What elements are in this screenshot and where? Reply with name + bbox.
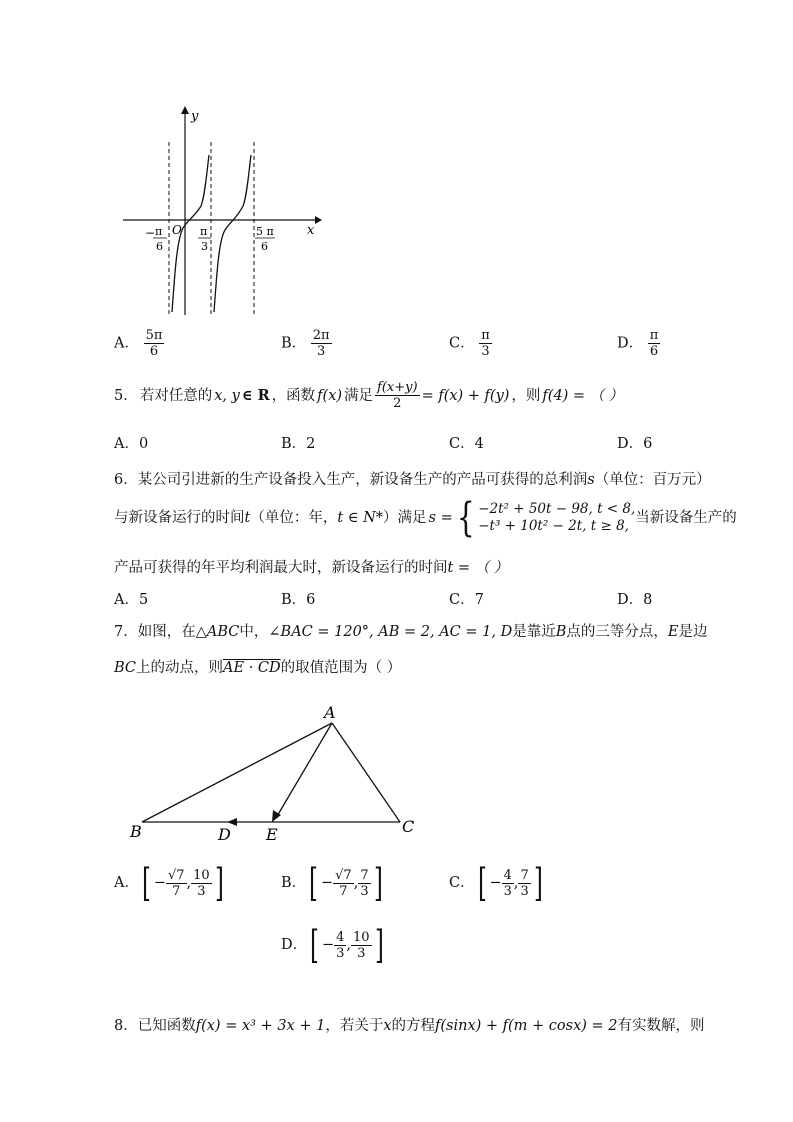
right-bracket-icon: ] [373, 861, 383, 905]
num: 4 [336, 929, 345, 945]
num: π [481, 328, 490, 343]
interval [475, 861, 546, 905]
num: 2π [312, 328, 330, 343]
q7-option-a[interactable] [114, 861, 227, 905]
den: 3 [503, 883, 512, 899]
lo-sign: − [153, 875, 166, 891]
q7-line1-tri: △ABC [195, 624, 240, 640]
q6-line2-c: ）满足 [383, 510, 427, 526]
q5-option-b[interactable] [281, 434, 315, 454]
point-b-label: B [130, 822, 142, 841]
lo-sign: − [320, 875, 334, 891]
right-bracket-icon: ] [374, 923, 384, 967]
letter: D． [617, 436, 644, 452]
letter: B． [281, 875, 307, 891]
q7-option-d[interactable] [281, 923, 386, 967]
lo-sign: − [321, 937, 335, 953]
tick-pi3-den: 3 [201, 240, 208, 253]
q7-option-c[interactable] [449, 861, 546, 905]
den: 3 [481, 344, 490, 359]
q8-func: f(x) = x³ + 3x + 1 [195, 1018, 326, 1034]
q5-text-d: ，则 [511, 387, 541, 404]
num: 10 [193, 867, 210, 883]
q6-line3-text: 产品可获得的年平均利润最大时，新设备运行的时间 [114, 560, 448, 576]
den: 3 [520, 883, 529, 899]
q7-line2 [114, 658, 401, 678]
q7-option-b[interactable] [281, 861, 385, 905]
lo-frac [166, 868, 187, 899]
tick-5pi6-num: 5 π [256, 225, 274, 238]
q7-line1-b: 中， [239, 624, 269, 640]
q5-in-r: ∈ R [241, 386, 270, 404]
left-bracket-icon: [ [141, 861, 151, 905]
q6-line1-text: 6．某公司引进新的生产设备投入生产，新设备生产的产品可获得的总利润 [114, 472, 588, 488]
den: 7 [339, 883, 348, 899]
letter: D． [617, 592, 644, 608]
point-d-label: D [218, 825, 231, 844]
y-axis-arrow [181, 106, 189, 114]
side-ac [332, 723, 400, 822]
q6-line2-tail: 当新设备生产的 [635, 510, 737, 526]
q4-option-a-frac [144, 328, 165, 359]
left-brace-icon: { [456, 495, 475, 541]
q6-line2-b: （单位：年， [250, 510, 338, 526]
left-bracket-icon: [ [309, 861, 319, 905]
q5-ask: f(4) = （ ） [542, 387, 624, 404]
q6-case-2: −t³ + 10t² − 2t, t ≥ 8, [478, 518, 629, 534]
value: 4 [474, 436, 484, 452]
q7-line2-a: 上的动点，则 [136, 660, 224, 676]
x-axis-label: x [307, 223, 315, 238]
lo-frac [334, 930, 346, 961]
den: 3 [336, 945, 345, 961]
q5-rhs: = f(x) + f(y) [421, 387, 510, 404]
q6-option-a[interactable] [114, 590, 148, 610]
y-axis-label: y [191, 109, 199, 124]
value: 6 [643, 436, 653, 452]
q5-vars: x, y [214, 387, 240, 404]
interval [307, 923, 386, 967]
q4-option-d-frac [648, 328, 661, 359]
left-bracket-icon: [ [310, 923, 320, 967]
value: 0 [138, 436, 149, 452]
q5-number: 5． [114, 387, 138, 404]
x-axis-arrow [315, 216, 322, 224]
den: 6 [149, 344, 159, 359]
hi-frac [518, 868, 530, 899]
q7-line1-c: 是靠近 [512, 624, 556, 640]
q7-line2-b: 的取值范围为（ ） [280, 660, 402, 676]
den: 3 [357, 945, 366, 961]
letter: B． [281, 592, 307, 608]
tick-neg-pi6-sign: − [145, 226, 156, 240]
point-a-label: A [324, 703, 336, 722]
value: 2 [306, 436, 316, 452]
letter: B． [281, 436, 307, 452]
q5-option-d[interactable] [617, 434, 652, 454]
q6-line3 [114, 558, 508, 578]
den: 3 [360, 883, 369, 899]
den: 2 [393, 396, 402, 411]
q8-x: x [383, 1018, 392, 1034]
q7-line2-vec: AE · CD [223, 660, 281, 676]
comma: , [353, 875, 359, 891]
q8-d: 有实数解，则 [617, 1018, 705, 1034]
interval [139, 861, 227, 905]
value: 5 [138, 592, 149, 608]
triangle-figure [120, 700, 430, 845]
q4-option-d-letter: D． [617, 335, 644, 352]
q5-text-a: 若对任意的 [139, 387, 213, 404]
q6-case-1: −2t² + 50t − 98, t < 8, [478, 501, 636, 517]
q5-stem [114, 380, 623, 411]
q8-a: 8．已知函数 [114, 1018, 196, 1034]
q7-line1-e-point: E [667, 624, 679, 640]
q5-text-b: ，函数 [271, 387, 316, 404]
q6-line2-s: s = [428, 510, 453, 526]
lo-frac [333, 868, 354, 899]
tick-neg-pi6-num: π [155, 225, 163, 238]
num: 4 [503, 867, 512, 883]
origin-label: O [172, 223, 182, 237]
den: 7 [172, 883, 181, 899]
den: 3 [317, 344, 326, 359]
q7-line1-b-point: B [555, 624, 567, 640]
q5-frac [375, 380, 420, 411]
q7-line1-cond: ∠BAC = 120°, AB = 2, AC = 1, D [268, 624, 513, 640]
letter: C． [449, 592, 475, 608]
letter: C． [449, 436, 475, 452]
letter: C． [449, 875, 475, 891]
q6-line2-cond: t ∈ N* [337, 510, 384, 526]
den: 3 [197, 883, 206, 899]
letter: A． [114, 592, 139, 608]
left-bracket-icon: [ [477, 861, 487, 905]
q4-option-b-frac [311, 328, 332, 359]
q4-option-c-letter: C． [449, 335, 475, 352]
hi-frac [351, 930, 372, 961]
q4-option-c[interactable] [449, 328, 492, 359]
q5-text-c: 满足 [344, 387, 374, 404]
tick-pi3-num: π [200, 225, 208, 238]
q7-line1-d: 点的三等分点， [566, 624, 668, 640]
q4-option-a[interactable] [114, 328, 164, 359]
q4-option-c-frac [479, 328, 492, 359]
q5-option-a[interactable] [114, 434, 148, 454]
q7-line1-a: 7．如图，在 [114, 624, 196, 640]
point-c-label: C [402, 817, 415, 836]
q5-fx: f(x) [317, 387, 343, 404]
letter: D． [281, 937, 308, 953]
tick-neg-pi6-den: 6 [156, 240, 163, 253]
num: √7 [167, 867, 185, 883]
q6-line1-var: s [587, 472, 595, 488]
q6-line2-a: 与新设备运行的时间 [114, 510, 245, 526]
num: 7 [520, 867, 529, 883]
q4-option-d[interactable] [617, 328, 660, 359]
q4-option-a-letter: A． [114, 335, 139, 352]
point-e-label: E [266, 825, 278, 844]
q6-option-b[interactable] [281, 590, 315, 610]
q7-line1-e: 是边 [678, 624, 708, 640]
letter: A． [114, 436, 139, 452]
value: 7 [474, 592, 484, 608]
q4-option-b-letter: B． [281, 335, 307, 352]
q6-line3-ask: t = （ ） [447, 560, 509, 576]
lo-sign: − [489, 875, 502, 891]
q6-line1 [114, 470, 711, 490]
comma: , [513, 875, 519, 891]
q6-line1-tail: （单位：百万元） [594, 472, 711, 488]
q6-option-d[interactable] [617, 590, 652, 610]
tangent-graph [115, 100, 325, 320]
num: f(x+y) [377, 380, 418, 395]
q6-line2 [114, 495, 737, 541]
num: 10 [353, 929, 370, 945]
hi-frac [191, 868, 212, 899]
comma: , [186, 875, 192, 891]
tick-5pi6-den: 6 [261, 240, 268, 253]
right-bracket-icon: ] [214, 861, 224, 905]
den: 6 [649, 344, 659, 359]
curve-branch-2 [214, 155, 251, 312]
q8-eq: f(sinx) + f(m + cosx) = 2 [435, 1018, 618, 1034]
num: π [649, 328, 659, 343]
q7-line1 [114, 622, 707, 642]
letter: A． [114, 875, 139, 891]
num: 5π [145, 328, 163, 343]
q6-line2-t: t [244, 510, 251, 526]
q5-option-c[interactable] [449, 434, 484, 454]
q4-option-b[interactable] [281, 328, 332, 359]
q8-stem [114, 1016, 705, 1036]
value: 6 [306, 592, 316, 608]
q8-b: ，若关于 [325, 1018, 384, 1034]
comma: , [346, 937, 352, 953]
interval [306, 861, 385, 905]
lo-frac [502, 868, 514, 899]
num: √7 [335, 867, 352, 883]
q6-option-c[interactable] [449, 590, 484, 610]
value: 8 [643, 592, 653, 608]
num: 7 [360, 867, 369, 883]
q7-line2-bc: BC [114, 660, 137, 676]
right-bracket-icon: ] [533, 861, 543, 905]
q8-c: 的方程 [391, 1018, 436, 1034]
hi-frac [358, 868, 370, 899]
q6-piecewise [453, 495, 636, 541]
